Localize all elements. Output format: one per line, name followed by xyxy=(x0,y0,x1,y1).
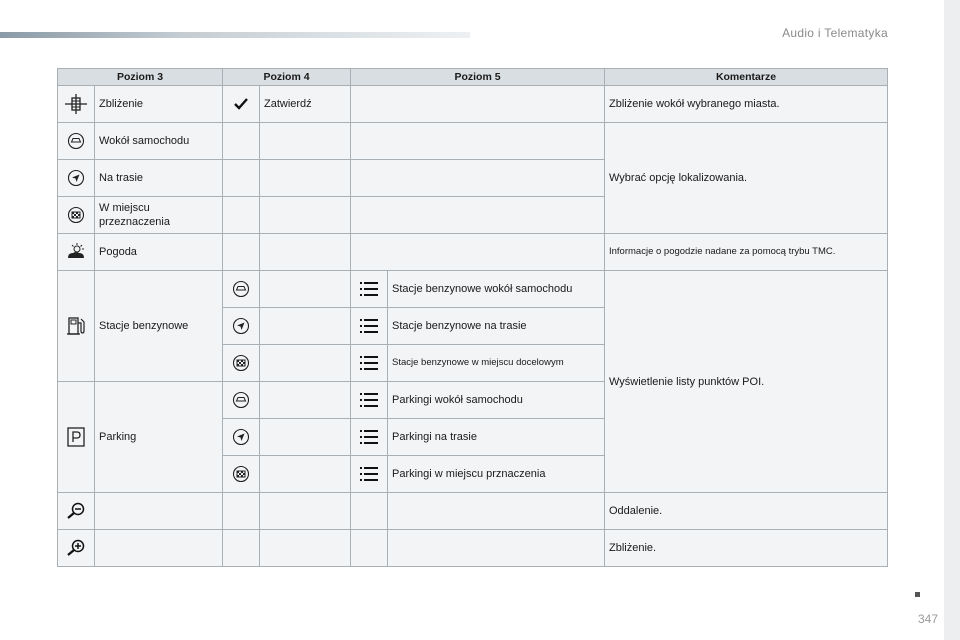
level3-label: Wokół samochodu xyxy=(95,123,222,159)
table-header-row xyxy=(58,69,887,85)
table-row xyxy=(58,493,887,529)
table-row xyxy=(58,86,887,122)
comment: Wybrać opcję lokalizowania. xyxy=(605,123,887,233)
destination-flag-icon xyxy=(223,456,259,492)
level5-label: Parkingi w miejscu prznaczenia xyxy=(388,456,604,492)
route-circle-icon xyxy=(58,160,94,196)
column-header: Poziom 5 xyxy=(351,69,604,85)
list-icon xyxy=(351,382,387,418)
fuel-pump-icon xyxy=(58,271,94,381)
comment: Zbliżenie wokół wybranego miasta. xyxy=(605,86,887,122)
parking-icon xyxy=(58,382,94,492)
list-icon xyxy=(351,419,387,455)
level5-label: Stacje benzynowe wokół samochodu xyxy=(388,271,604,307)
level5-label: Stacje benzynowe w miejscu docelowym xyxy=(388,345,604,381)
level3-label: Na trasie xyxy=(95,160,222,196)
car-circle-icon xyxy=(223,271,259,307)
column-header: Poziom 3 xyxy=(58,69,222,85)
route-circle-icon xyxy=(223,419,259,455)
table-row xyxy=(58,530,887,566)
section-title: Audio i Telematyka xyxy=(782,26,888,40)
level3-label: Zbliżenie xyxy=(95,86,222,122)
list-icon xyxy=(351,345,387,381)
destination-flag-icon xyxy=(58,197,94,233)
zoom-grid-icon xyxy=(58,86,94,122)
car-circle-icon xyxy=(223,382,259,418)
car-circle-icon xyxy=(58,123,94,159)
column-header: Komentarze xyxy=(605,69,887,85)
level3-label: W miejscu przeznaczenia xyxy=(95,197,222,233)
page-number: 347 xyxy=(917,612,938,626)
level5-label: Stacje benzynowe na trasie xyxy=(388,308,604,344)
zoom-in-icon xyxy=(58,530,94,566)
page-edge-strip xyxy=(944,0,960,640)
column-header: Poziom 4 xyxy=(223,69,350,85)
level3-label: Parking xyxy=(95,382,222,492)
comment: Informacje o pogodzie nadane za pomocą trybu TMC. xyxy=(605,234,887,270)
table-row xyxy=(58,234,887,270)
page-marker xyxy=(915,592,920,597)
destination-flag-icon xyxy=(223,345,259,381)
comment: Oddalenie. xyxy=(605,493,887,529)
comment: Zbliżenie. xyxy=(605,530,887,566)
zoom-out-icon xyxy=(58,493,94,529)
list-icon xyxy=(351,308,387,344)
list-icon xyxy=(351,456,387,492)
level5-label: Parkingi na trasie xyxy=(388,419,604,455)
header-accent-bar xyxy=(0,32,470,38)
level3-label: Stacje benzynowe xyxy=(95,271,222,381)
route-circle-icon xyxy=(223,308,259,344)
comment: Wyświetlenie listy punktów POI. xyxy=(605,271,887,492)
level3-label: Pogoda xyxy=(95,234,222,270)
table-row xyxy=(58,271,887,307)
level5-label: Parkingi wokół samochodu xyxy=(388,382,604,418)
weather-icon xyxy=(58,234,94,270)
menu-table xyxy=(57,68,888,567)
level4-label: Zatwierdź xyxy=(260,86,350,122)
table-row xyxy=(58,123,887,159)
list-icon xyxy=(351,271,387,307)
checkmark-icon xyxy=(223,86,259,122)
